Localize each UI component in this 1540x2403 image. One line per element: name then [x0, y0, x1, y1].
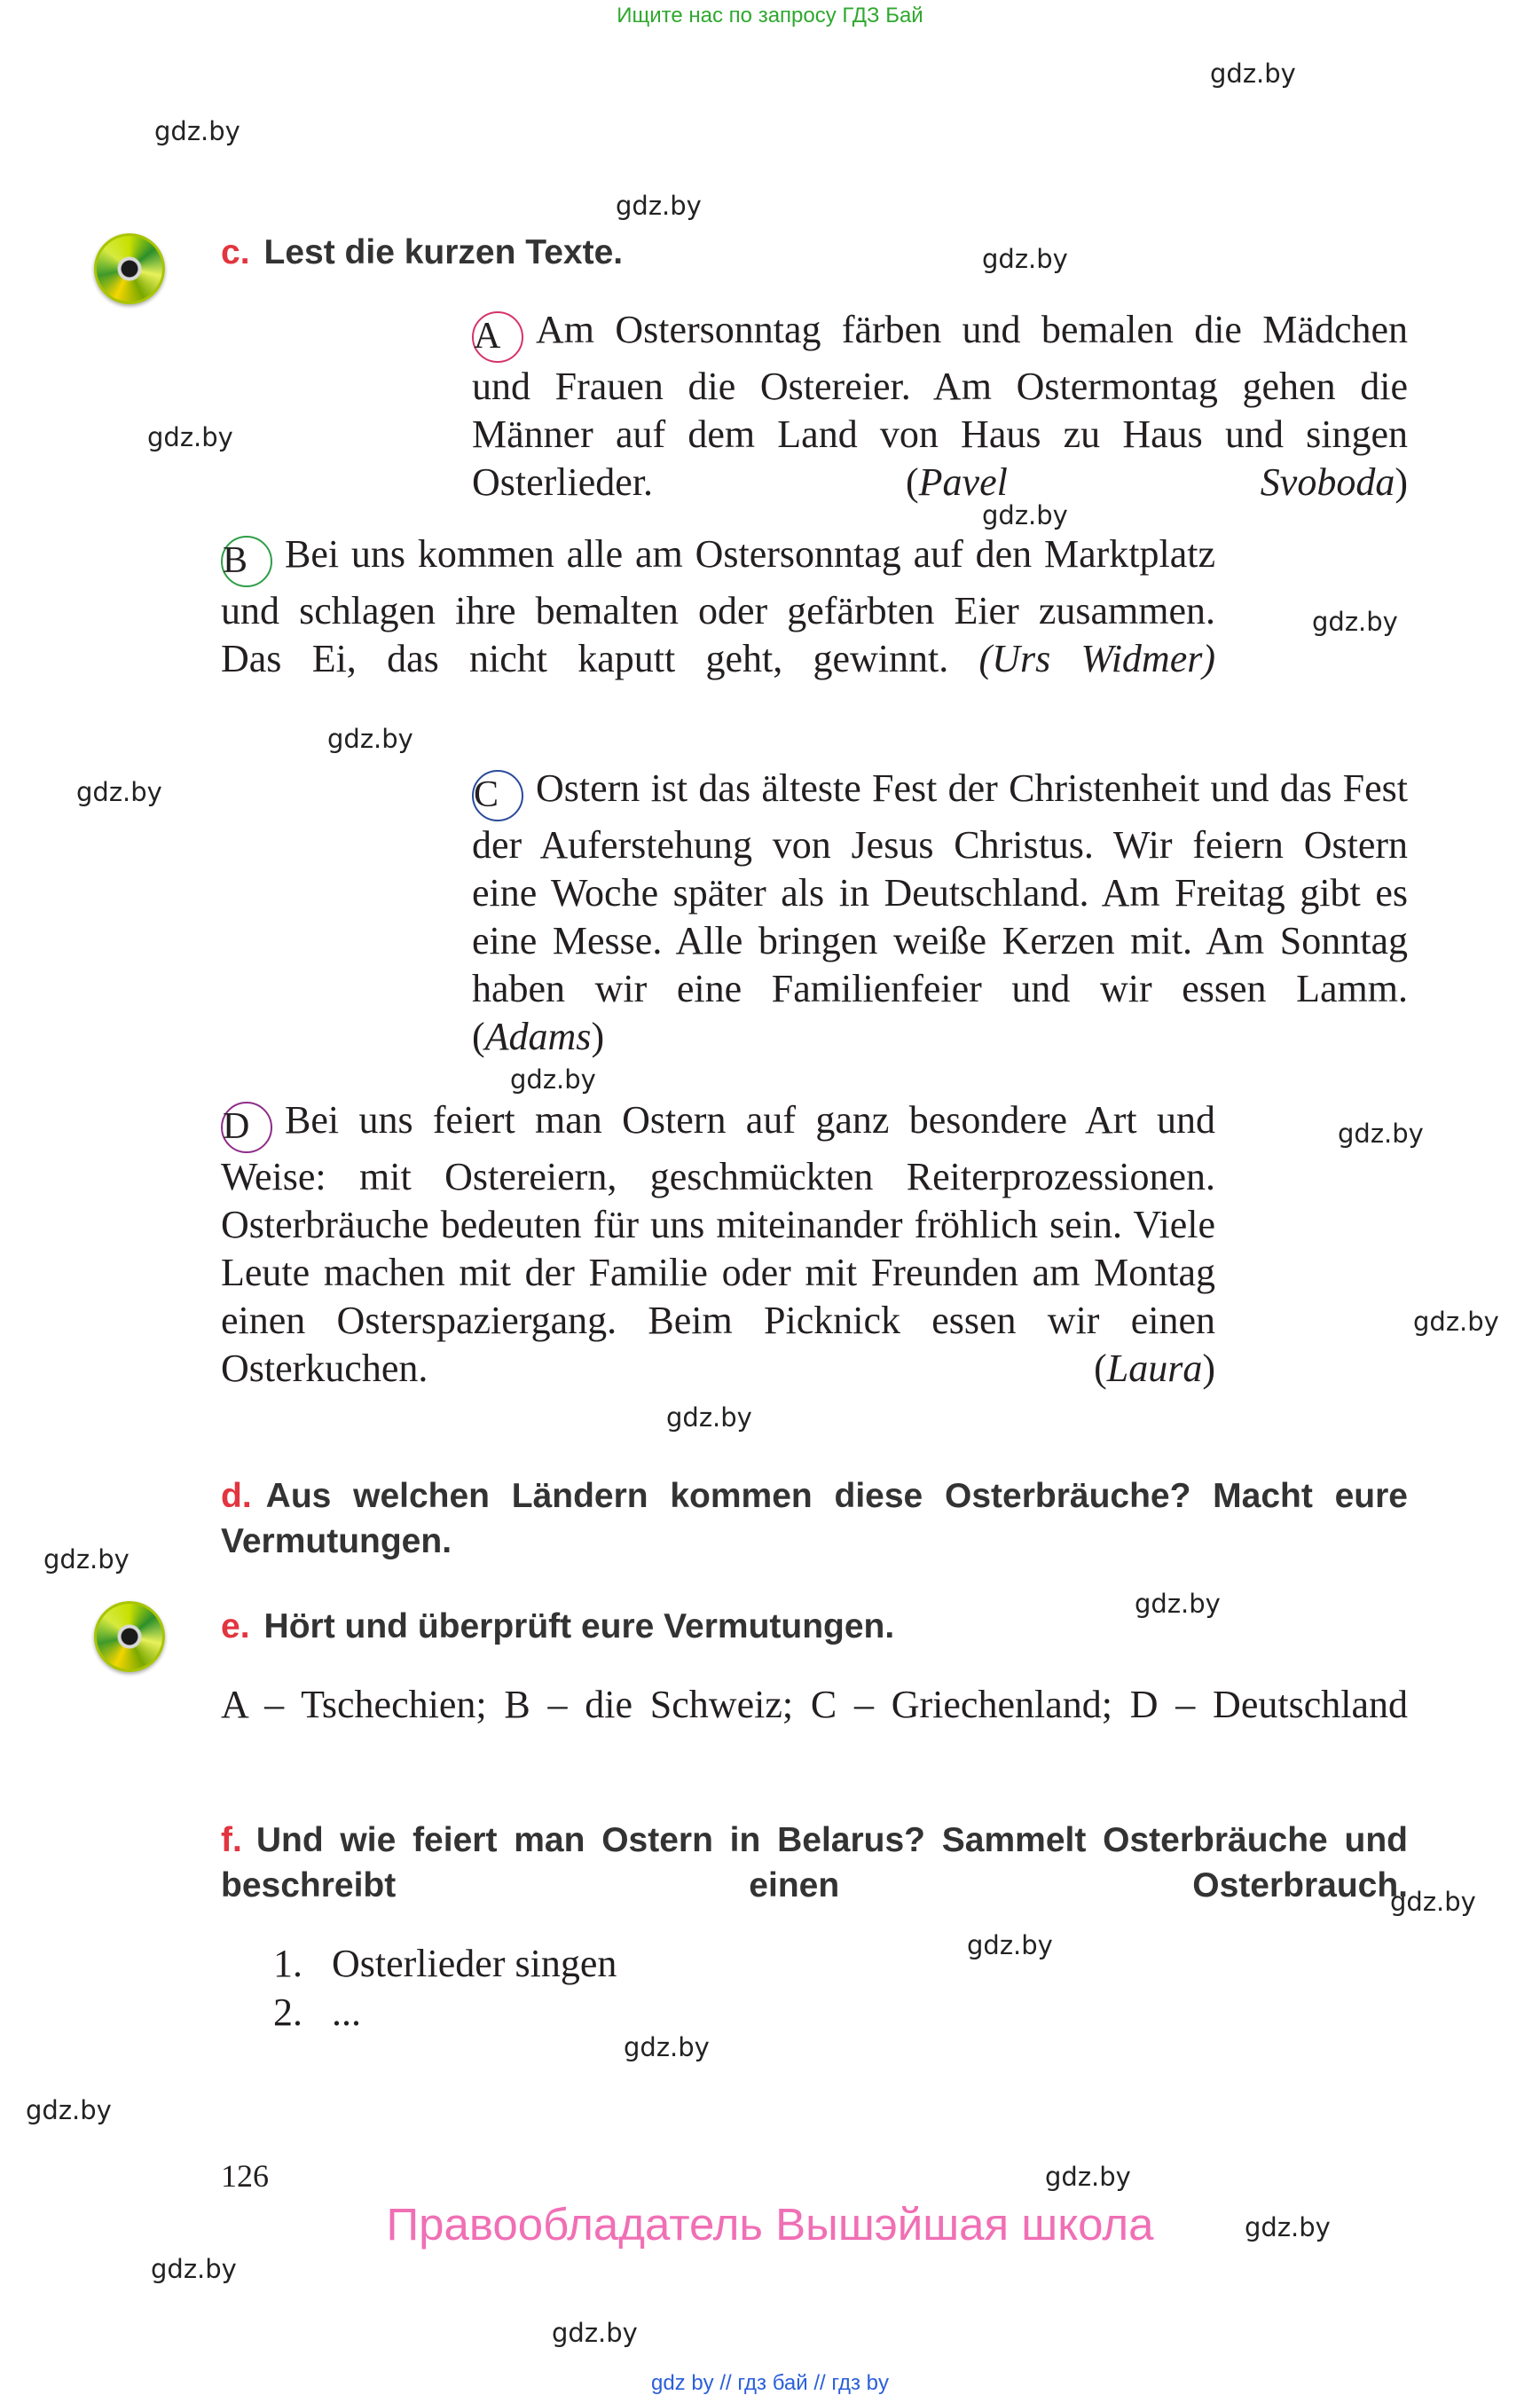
text-author: (Urs Widmer) — [978, 637, 1216, 680]
task-letter: d. — [221, 1477, 252, 1515]
text-body: Am Ostersonntag färben und bemalen die Mädchen und Frauen die Ostereier. Am Ostermontag gehen die Männer auf dem Land von Haus zu Haus und singen Osterlieder. ( — [472, 308, 1408, 504]
cd-disc-icon[interactable] — [94, 233, 165, 304]
watermark: gdz.by — [43, 1544, 130, 1575]
watermark: gdz.by — [1245, 2212, 1331, 2242]
task-text: Lest die kurzen Texte. — [263, 233, 624, 271]
task-text: Und wie feiert man Ostern in Belarus? Sammelt Osterbräuche und beschreibt einen Osterbrauch. — [221, 1821, 1408, 1904]
text-a: A Am Ostersonntag färben und bemalen die Mädchen und Frauen die Ostereier. Am Ostermontag gehen die Männer auf dem Land von Haus zu Haus und singen Osterlieder. (Pavel Svoboda) — [472, 308, 1408, 504]
answer-e: A – Tschechien; B – die Schweiz; C – Griechenland; D – Deutschland — [221, 1683, 1408, 1726]
watermark: gdz.by — [26, 2095, 112, 2125]
watermark: gdz.by — [1338, 1119, 1424, 1149]
marker-c: C — [472, 770, 523, 821]
page-number: 126 — [221, 2158, 269, 2194]
watermark: gdz.by — [1390, 1887, 1476, 1917]
watermark: gdz.by — [1135, 1589, 1221, 1619]
task-letter: e. — [221, 1607, 250, 1645]
list-number: 2. — [273, 1991, 302, 2034]
text-body: Bei uns kommen alle am Ostersonntag auf den Marktplatz und schlagen ihre bemalten oder gefärbten Eier zusammen. Das Ei, das nicht kaputt geht, gewinnt. — [221, 532, 1215, 680]
marker-a: A — [472, 311, 523, 363]
list-number: 1. — [273, 1942, 302, 1985]
watermark: gdz.by — [967, 1930, 1053, 1960]
marker-b: B — [221, 536, 272, 587]
text-author: Adams — [484, 1015, 592, 1058]
task-d — [221, 1473, 1408, 1564]
watermark: gdz.by — [1045, 2162, 1131, 2192]
watermark: gdz.by — [616, 191, 702, 221]
list-text: Osterlieder singen — [332, 1942, 617, 1985]
task-text: Hört und überprüft eure Vermutungen. — [263, 1607, 895, 1645]
text-d: D Bei uns feiert man Ostern auf ganz besondere Art und Weise: mit Ostereiern, geschmückten Reiterprozessionen. Osterbräuche bedeuten für uns miteinander fröhlich sein. Viele Leute machen mit der Familie oder mit Freunden am Montag einen Osterspaziergang. Beim Picknick essen wir einen Osterkuchen. (Laura) — [221, 1098, 1215, 1390]
task-c — [221, 230, 1408, 275]
task-letter: f. — [221, 1821, 242, 1859]
watermark: gdz.by — [624, 2032, 710, 2062]
marker-d: D — [221, 1102, 272, 1153]
watermark: gdz.by — [552, 2318, 638, 2348]
text-c: C Ostern ist das älteste Fest der Christenheit und das Fest der Auferstehung von Jesus Christus. Wir feiern Ostern eine Woche später als in Deutschland. Am Freitag gibt es eine Messe. Alle bringen weiße Kerzen mit. Am Sonntag haben wir eine Familienfeier und wir essen Lamm. (Adams) — [472, 766, 1408, 1058]
watermark: gdz.by — [1210, 59, 1296, 89]
top-banner: Ищите нас по запросу ГДЗ Бай — [617, 4, 923, 27]
watermark: gdz.by — [76, 777, 162, 807]
task-text: Aus welchen Ländern kommen diese Osterbräuche? Macht eure Vermutungen. — [221, 1477, 1408, 1560]
list-text: ... — [332, 1991, 361, 2034]
list-item — [273, 1988, 361, 2038]
copyright-owner: Правообладатель Вышэйшая школа — [386, 2199, 1154, 2250]
cd-disc-icon[interactable] — [94, 1601, 165, 1672]
watermark: gdz.by — [982, 500, 1068, 530]
list-item — [273, 1939, 617, 1989]
task-e — [221, 1604, 1408, 1649]
text-author: Laura — [1106, 1347, 1203, 1390]
watermark: gdz.by — [982, 244, 1068, 274]
watermark: gdz.by — [147, 422, 233, 452]
task-f — [221, 1818, 1408, 1908]
text-b — [221, 530, 1215, 683]
text-author: Pavel Svoboda — [918, 460, 1395, 504]
bottom-banner[interactable]: gdz by // гдз бай // гдз by — [650, 2371, 890, 2395]
watermark: gdz.by — [1413, 1307, 1499, 1337]
watermark: gdz.by — [151, 2254, 237, 2284]
watermark: gdz.by — [666, 1402, 752, 1433]
text-body: Ostern ist das älteste Fest der Christenheit und das Fest der Auferstehung von Jesus Christus. Wir feiern Ostern eine Woche später als in Deutschland. Am Freitag gibt es eine Messe. Alle bringen weiße Kerzen mit. Am Sonntag haben wir eine Familienfeier und wir essen Lamm. ( — [472, 766, 1408, 1058]
watermark: gdz.by — [154, 116, 240, 146]
watermark: gdz.by — [510, 1064, 596, 1095]
watermark: gdz.by — [327, 724, 413, 754]
task-letter: c. — [221, 233, 250, 271]
text-body: Bei uns feiert man Ostern auf ganz besondere Art und Weise: mit Ostereiern, geschmückten Reiterprozessionen. Osterbräuche bedeuten für uns miteinander fröhlich sein. Viele Leute machen mit der Familie oder mit Freunden am Montag einen Osterspaziergang. Beim Picknick essen wir einen Osterkuchen. ( — [221, 1098, 1215, 1390]
watermark: gdz.by — [1312, 607, 1398, 637]
